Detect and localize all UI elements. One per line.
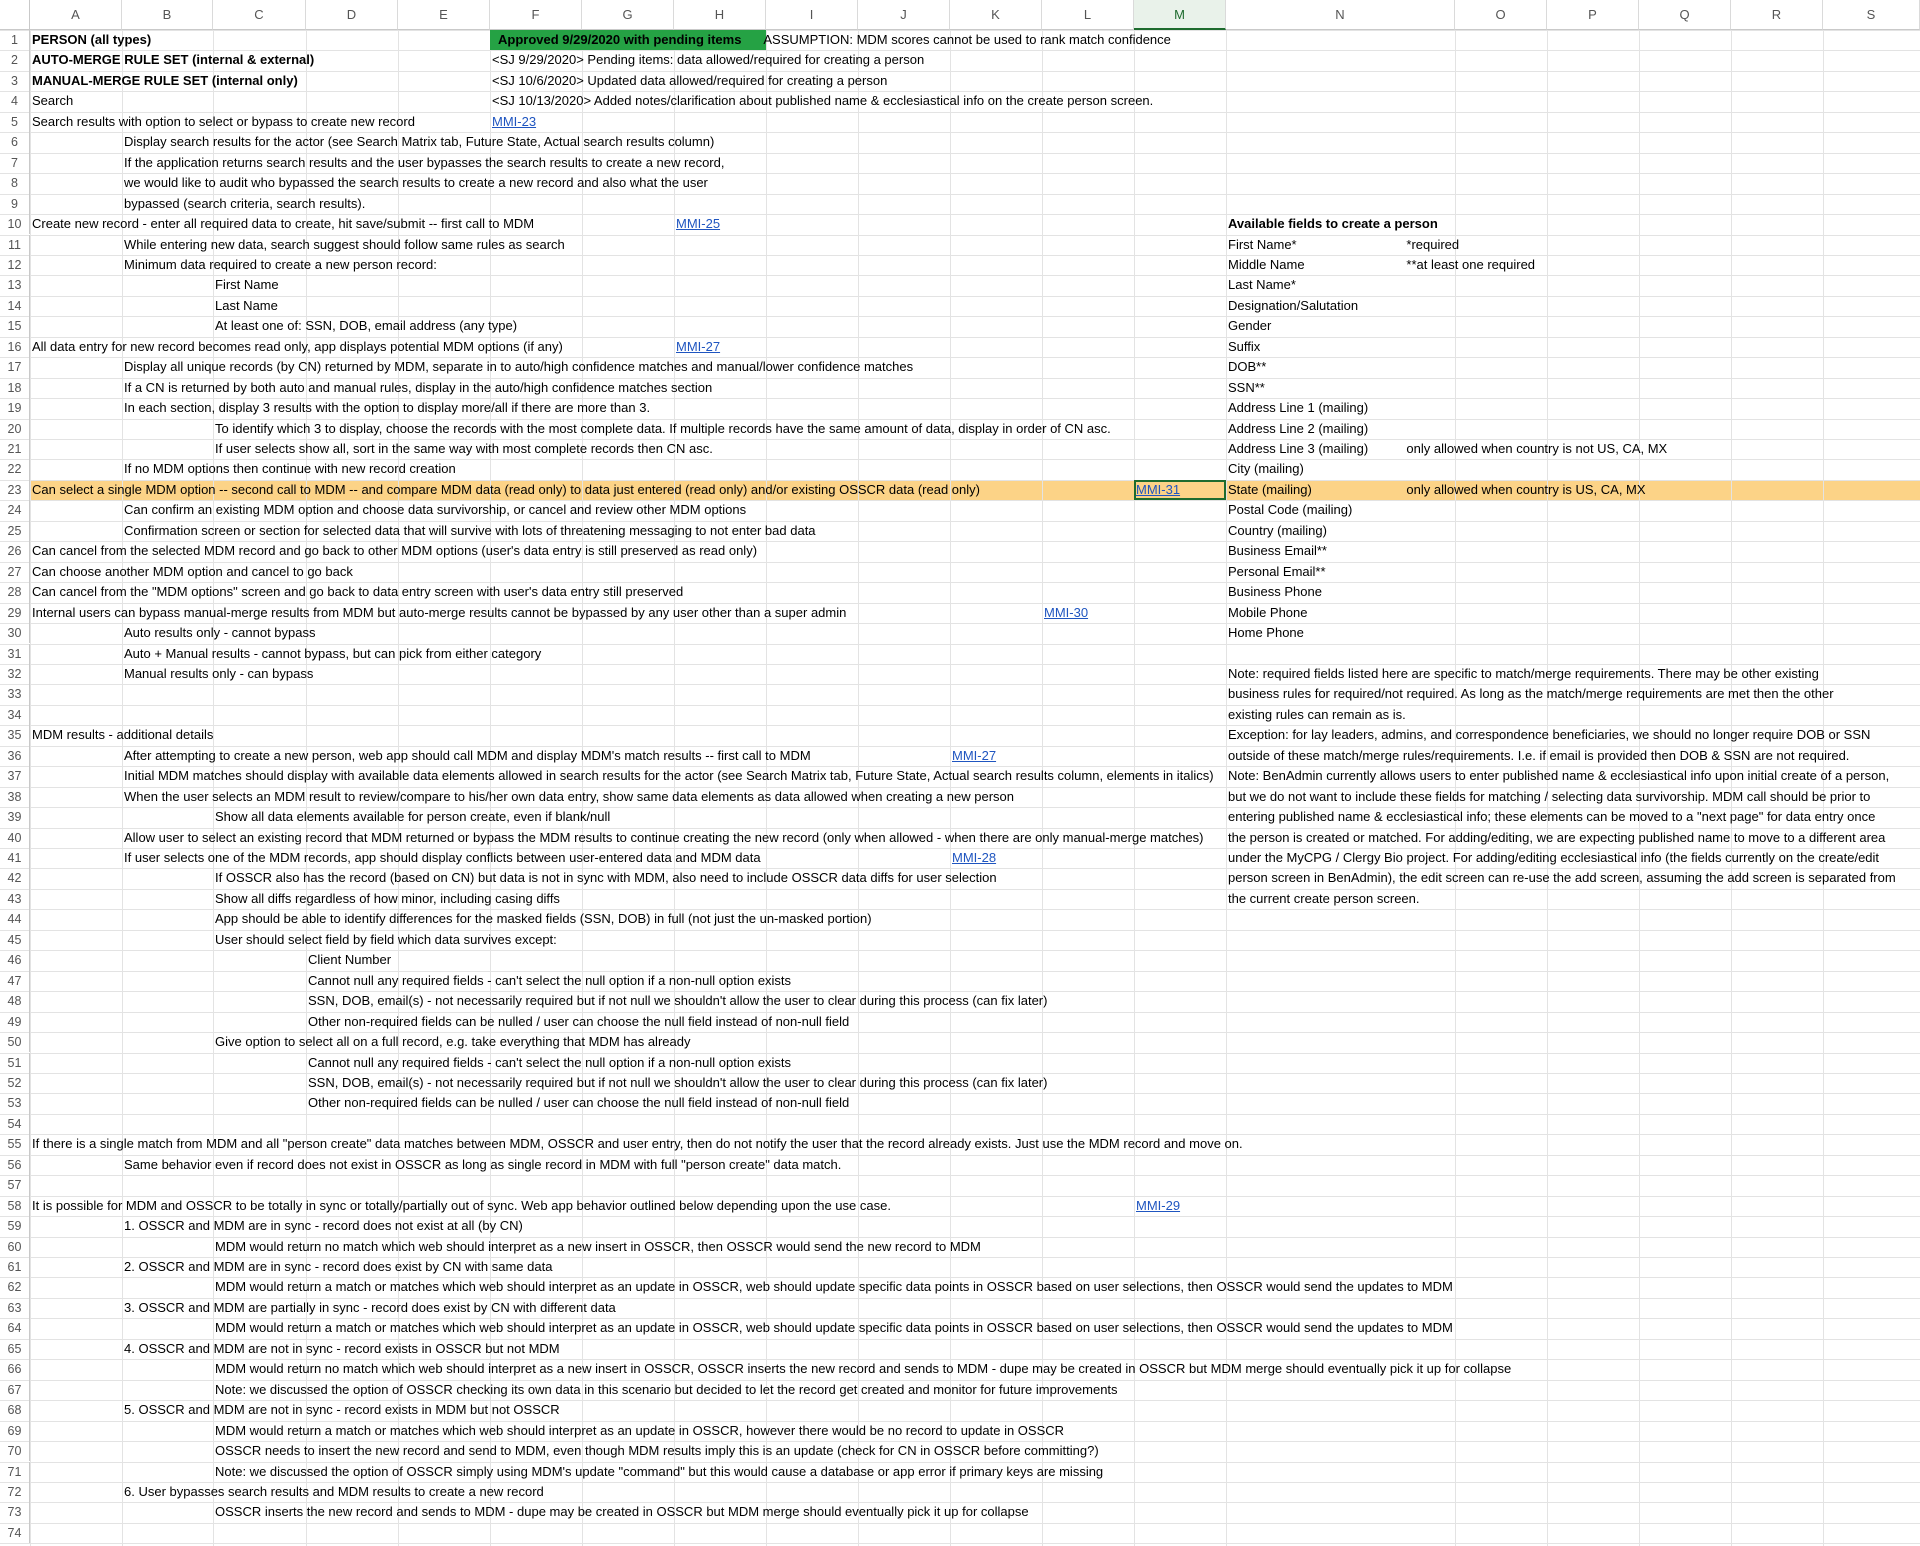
cell-text: Create new record - enter all required data to create, hit save/submit -- first call to MDM <box>32 216 535 232</box>
row-header[interactable]: 16 <box>0 337 30 357</box>
row-gridline <box>0 971 1920 972</box>
row-header[interactable]: 32 <box>0 664 30 684</box>
row-header[interactable]: 12 <box>0 255 30 275</box>
row-gridline <box>0 275 1920 276</box>
cell-text: Note: we discussed the option of OSSCR checking its own data in this scenario but decided to let the record get created and monitor for future improvements <box>215 1381 1118 1397</box>
cell-text: OSSCR inserts the new record and sends to MDM - dupe may be created in OSSCR but MDM merge should eventually pick it up for collapse <box>215 1504 1029 1520</box>
row-header[interactable]: 22 <box>0 459 30 479</box>
cell-text: Address Line 2 (mailing) <box>1228 420 1369 436</box>
cell-text: MDM would return no match which web should interpret as a new insert in OSSCR, OSSCR inserts the new record and sends to MDM - dupe may be created in OSSCR but MDM merge should eventually pick it up for collapse <box>215 1361 1512 1377</box>
cell-text: entering published name & ecclesiastical info; these elements can be moved to a "next page" for data entry once <box>1228 809 1876 825</box>
column-header-k[interactable]: K <box>950 0 1042 30</box>
cell-text: Cannot null any required fields - can't select the null option if a non-null option exists <box>308 972 792 988</box>
row-header[interactable]: 13 <box>0 275 30 295</box>
ticket-link[interactable]: MMI-27 <box>676 338 721 354</box>
cell-text: All data entry for new record becomes read only, app displays potential MDM options (if any) <box>32 338 563 354</box>
row-header[interactable]: 58 <box>0 1196 30 1216</box>
cell-text: Personal Email** <box>1228 563 1326 579</box>
cell-text: Other non-required fields can be nulled / user can choose the null field instead of non-null field <box>308 1013 850 1029</box>
row-gridline <box>0 950 1920 951</box>
row-gridline <box>0 296 1920 297</box>
row-header[interactable]: 21 <box>0 439 30 459</box>
row-gridline <box>0 1543 1920 1544</box>
row-header[interactable]: 31 <box>0 644 30 664</box>
row-header[interactable]: 69 <box>0 1421 30 1441</box>
column-header-o[interactable]: O <box>1455 0 1547 30</box>
ticket-link[interactable]: MMI-28 <box>952 850 997 865</box>
cell-text: Other non-required fields can be nulled / user can choose the null field instead of non-null field <box>308 1095 850 1111</box>
row-header[interactable]: 73 <box>0 1502 30 1522</box>
row-header[interactable]: 61 <box>0 1257 30 1277</box>
row-header[interactable]: 8 <box>0 173 30 193</box>
cell-text: Exception: for lay leaders, admins, and correspondence beneficiaries, we should no longer require DOB or SSN <box>1228 727 1871 743</box>
cell-text: Cannot null any required fields - can't select the null option if a non-null option exists <box>308 1054 792 1070</box>
cell-text: Minimum data required to create a new person record: <box>124 256 437 272</box>
row-header[interactable]: 70 <box>0 1441 30 1461</box>
ticket-link[interactable]: MMI-23 <box>492 113 537 129</box>
row-header[interactable]: 4 <box>0 91 30 111</box>
cell-text: Available fields to create a person <box>1228 216 1438 232</box>
cell-text: SSN, DOB, email(s) - not necessarily required but if not null we shouldn't allow the user to clear during this process (can fix later) <box>308 1074 1048 1090</box>
cell-text: When the user selects an MDM result to review/compare to his/her own data entry, show same data elements as data allowed when creating a new person <box>124 788 1014 804</box>
row-header[interactable]: 65 <box>0 1339 30 1359</box>
row-header[interactable]: 26 <box>0 541 30 561</box>
cell-text: 5. OSSCR and MDM are not in sync - record exists in MDM but not OSSCR <box>124 1402 560 1418</box>
row-header[interactable]: 57 <box>0 1175 30 1195</box>
cell-text: Can confirm an existing MDM option and choose data survivorship, or cancel and review other MDM options <box>124 502 747 518</box>
cell-text: If user selects show all, sort in the same way with most complete records then CN asc. <box>215 441 713 456</box>
cell-text: In each section, display 3 results with the option to display more/all if there are more than 3. <box>124 400 651 416</box>
row-header[interactable]: 28 <box>0 582 30 602</box>
cell-text: Designation/Salutation <box>1228 297 1359 313</box>
row-header[interactable]: 55 <box>0 1134 30 1154</box>
cell-text: While entering new data, search suggest should follow same rules as search <box>124 236 565 252</box>
row-header[interactable]: 38 <box>0 787 30 807</box>
cell-text: Can cancel from the selected MDM record and go back to other MDM options (user's data entry is still preserved as read only) <box>32 543 758 559</box>
cell-text: SSN** <box>1228 379 1265 395</box>
row-gridline <box>0 1523 1920 1524</box>
row-header[interactable]: 54 <box>0 1114 30 1134</box>
cell-text: Client Number <box>308 952 392 968</box>
cell-text: Can select a single MDM option -- second call to MDM -- and compare MDM data (read only) to data just entered (read only) and/or existing OSSCR data (read only) <box>32 481 980 497</box>
cell-text: MANUAL-MERGE RULE SET (internal only) <box>32 72 298 88</box>
cell-text: Auto + Manual results - cannot bypass, but can pick from either category <box>124 645 542 661</box>
cell-text: Manual results only - can bypass <box>124 665 314 681</box>
cell-text: MDM would return no match which web should interpret as a new insert in OSSCR, then OSSCR would send the new record to MDM <box>215 1238 981 1254</box>
column-header-h[interactable]: H <box>674 0 766 30</box>
row-gridline <box>0 1175 1920 1176</box>
cell-text: 6. User bypasses search results and MDM results to create a new record <box>124 1483 544 1499</box>
cell-text: person screen in BenAdmin), the edit screen can re-use the add screen, assuming the add screen is separated from <box>1228 870 1896 886</box>
cell-text: SSN, DOB, email(s) - not necessarily required but if not null we shouldn't allow the user to clear during this process (can fix later) <box>308 993 1048 1009</box>
row-header[interactable]: 72 <box>0 1482 30 1502</box>
row-header[interactable]: 11 <box>0 235 30 255</box>
row-header[interactable]: 60 <box>0 1237 30 1257</box>
row-header[interactable]: 5 <box>0 112 30 132</box>
cell-text: <SJ 10/13/2020> Added notes/clarification about published name & ecclesiastical info on the create person screen. <box>492 93 1154 109</box>
row-header[interactable]: 46 <box>0 950 30 970</box>
ticket-link[interactable]: MMI-31 <box>1136 481 1181 497</box>
cell-text: It is possible for MDM and OSSCR to be totally in sync or totally/partially out of sync. Web app behavior outlined below depending upon the use case. <box>32 1197 891 1213</box>
cell-text: MDM would return a match or matches which web should interpret as an update in OSSCR, however there would be no record to update in OSSCR <box>215 1422 1065 1438</box>
select-all-corner[interactable] <box>0 0 30 30</box>
row-gridline <box>0 1093 1920 1094</box>
column-header-j[interactable]: J <box>858 0 950 30</box>
row-header[interactable]: 62 <box>0 1277 30 1297</box>
cell-text: the current create person screen. <box>1228 890 1420 906</box>
column-header-p[interactable]: P <box>1547 0 1639 30</box>
row-header[interactable]: 44 <box>0 909 30 929</box>
row-header[interactable]: 53 <box>0 1093 30 1113</box>
cell-text: bypassed (search criteria, search results). <box>124 195 366 211</box>
cell-text: User should select field by field which data survives except: <box>215 931 557 947</box>
cell-text: If OSSCR also has the record (based on CN) but data is not in sync with MDM, also need to include OSSCR data diffs for user selection <box>215 870 997 886</box>
cell-text: Show all diffs regardless of how minor, including casing diffs <box>215 890 560 906</box>
cell-text: If there is a single match from MDM and all "person create" data matches between MDM, OSSCR and user entry, then do not notify the user that the record already exists. Just use the MDM record and move on. <box>32 1136 1243 1152</box>
cell-text: Search results with option to select or bypass to create new record <box>32 113 415 129</box>
row-header[interactable]: 59 <box>0 1216 30 1236</box>
ticket-link[interactable]: MMI-29 <box>1136 1197 1181 1213</box>
cell-text: Mobile Phone <box>1228 604 1308 620</box>
column-header-m[interactable]: M <box>1134 0 1226 30</box>
row-gridline <box>0 705 1920 706</box>
row-header[interactable]: 2 <box>0 50 30 70</box>
row-header[interactable]: 45 <box>0 930 30 950</box>
row-header[interactable]: 15 <box>0 316 30 336</box>
cell-text: MDM would return a match or matches which web should interpret as an update in OSSCR, web should update specific data points in OSSCR based on user selections, then OSSCR would send the updates to MDM <box>215 1320 1453 1336</box>
row-header[interactable]: 25 <box>0 521 30 541</box>
row-header[interactable]: 47 <box>0 971 30 991</box>
row-header[interactable]: 74 <box>0 1523 30 1543</box>
column-header-e[interactable]: E <box>398 0 490 30</box>
column-header-q[interactable]: Q <box>1639 0 1731 30</box>
cell-text: Can cancel from the "MDM options" screen and go back to data entry screen with user's data entry still preserved <box>32 584 684 600</box>
row-gridline <box>0 1114 1920 1115</box>
row-header[interactable]: 24 <box>0 500 30 520</box>
row-header[interactable]: 71 <box>0 1462 30 1482</box>
cell-text: Last Name <box>215 297 278 313</box>
ticket-link[interactable]: MMI-25 <box>676 216 721 232</box>
cell-text: but we do not want to include these fields for matching / selecting data survivorship. MDM call should be prior to <box>1228 788 1871 804</box>
cell-text: Same behavior even if record does not exist in OSSCR as long as single record in MDM with full "person create" data match. <box>124 1156 842 1172</box>
row-header[interactable]: 49 <box>0 1012 30 1032</box>
row-header[interactable]: 52 <box>0 1073 30 1093</box>
cell-text: Gender <box>1228 318 1272 334</box>
row-header[interactable]: 64 <box>0 1318 30 1338</box>
cell-text: the person is created or matched. For adding/editing, we are expecting published name to move to a different area <box>1228 829 1886 845</box>
cell-text: If the application returns search results and the user bypasses the search results to create a new record, <box>124 154 725 170</box>
cell-text: Confirmation screen or section for selected data that will survive with lots of threatening messaging to not enter bad data <box>124 522 816 538</box>
row-header[interactable]: 18 <box>0 378 30 398</box>
cell-text: Auto results only - cannot bypass <box>124 625 316 641</box>
column-header-i[interactable]: I <box>766 0 858 30</box>
row-header[interactable]: 67 <box>0 1380 30 1400</box>
row-header[interactable]: 51 <box>0 1053 30 1073</box>
cell-text: 2. OSSCR and MDM are in sync - record does exist by CN with same data <box>124 1259 553 1274</box>
column-header-s[interactable]: S <box>1823 0 1920 30</box>
row-header[interactable]: 17 <box>0 357 30 377</box>
cell-text: Display all unique records (by CN) returned by MDM, separate in to auto/high confidence matches and manual/lower confidence matches <box>124 359 914 375</box>
column-header-g[interactable]: G <box>582 0 674 30</box>
cell-text: State (mailing) <box>1228 481 1312 497</box>
column-header-d[interactable]: D <box>306 0 398 30</box>
cell-text: If no MDM options then continue with new record creation <box>124 461 456 477</box>
selected-cell-outline[interactable] <box>1134 480 1226 500</box>
ticket-link[interactable]: MMI-27 <box>952 747 997 763</box>
cell-text: Give option to select all on a full record, e.g. take everything that MDM has already <box>215 1034 691 1050</box>
cell-text: MDM results - additional details <box>32 727 214 743</box>
row-header[interactable]: 43 <box>0 889 30 909</box>
row-header[interactable]: 7 <box>0 153 30 173</box>
row-header[interactable]: 39 <box>0 807 30 827</box>
cell-text: Business Email** <box>1228 543 1327 559</box>
column-header-f[interactable]: F <box>490 0 582 30</box>
cell-text: Note: we discussed the option of OSSCR simply using MDM's update "command" but this would cause a database or app error if primary keys are missing <box>215 1463 1104 1479</box>
cell-text: only allowed when country is not US, CA, MX <box>1406 441 1668 456</box>
cell-text: 1. OSSCR and MDM are in sync - record does not exist at all (by CN) <box>124 1218 523 1234</box>
row-header[interactable]: 29 <box>0 603 30 623</box>
row-header[interactable]: 27 <box>0 562 30 582</box>
cell-text: Note: BenAdmin currently allows users to enter published name & ecclesiastical info upon initial create of a person, <box>1228 768 1890 784</box>
cell-text: AUTO-MERGE RULE SET (internal & external) <box>32 52 315 68</box>
column-gridline <box>30 30 31 1546</box>
cell-text: First Name <box>215 277 279 293</box>
row-header[interactable]: 42 <box>0 868 30 888</box>
column-header-a[interactable]: A <box>30 0 122 30</box>
cell-text: Postal Code (mailing) <box>1228 502 1353 518</box>
row-header[interactable]: 41 <box>0 848 30 868</box>
cell-text: Search <box>32 93 74 109</box>
cell-text: Show all data elements available for person create, even if blank/null <box>215 809 611 825</box>
row-header[interactable]: 35 <box>0 725 30 745</box>
row-header[interactable]: 33 <box>0 684 30 704</box>
cell-text: App should be able to identify differences for the masked fields (SSN, DOB) in full (not just the un-masked portion) <box>215 911 872 927</box>
row-header[interactable]: 19 <box>0 398 30 418</box>
row-header[interactable]: 20 <box>0 419 30 439</box>
row-header[interactable]: 10 <box>0 214 30 234</box>
cell-text: <SJ 9/29/2020> Pending items: data allowed/required for creating a person <box>492 52 925 68</box>
cell-text: Country (mailing) <box>1228 522 1327 538</box>
cell-text: *required <box>1406 236 1460 252</box>
row-header[interactable]: 48 <box>0 991 30 1011</box>
cell-text: PERSON (all types) <box>32 32 152 47</box>
cell-text: Business Phone <box>1228 584 1322 600</box>
column-header-n[interactable]: N <box>1226 0 1455 30</box>
cell-text: <SJ 10/6/2020> Updated data allowed/required for creating a person <box>492 72 888 88</box>
cell-text: City (mailing) <box>1228 461 1304 477</box>
row-header[interactable]: 66 <box>0 1359 30 1379</box>
cell-text: At least one of: SSN, DOB, email address (any type) <box>215 318 518 334</box>
cell-text: Display search results for the actor (see Search Matrix tab, Future State, Actual search results column) <box>124 134 715 150</box>
row-header[interactable]: 6 <box>0 132 30 152</box>
cell-text: Suffix <box>1228 338 1261 354</box>
cell-text: we would like to audit who bypassed the search results to create a new record and also what the user <box>124 175 708 191</box>
row-header[interactable]: 9 <box>0 194 30 214</box>
cell-text: DOB** <box>1228 359 1267 375</box>
row-header[interactable]: 3 <box>0 71 30 91</box>
row-header[interactable]: 63 <box>0 1298 30 1318</box>
cell-text: Internal users can bypass manual-merge results from MDM but auto-merge results cannot be bypassed by any user other than a super admin <box>32 604 847 620</box>
column-header-r[interactable]: R <box>1731 0 1823 30</box>
cell-text: existing rules can remain as is. <box>1228 706 1406 722</box>
cell-text: Last Name* <box>1228 277 1296 293</box>
cell-text: outside of these match/merge rules/requirements. I.e. if email is provided then DOB & SSN are not required. <box>1228 747 1850 763</box>
column-header-b[interactable]: B <box>122 0 213 30</box>
cell-text: Initial MDM matches should display with available data elements allowed in search results for the actor (see Search Matrix tab, Future State, Actual search results column, elements in italics) <box>124 768 1214 784</box>
column-header-c[interactable]: C <box>213 0 306 30</box>
cell-text: Approved 9/29/2020 with pending items <box>490 30 766 50</box>
row-header[interactable]: 30 <box>0 623 30 643</box>
cell-text: Middle Name <box>1228 256 1305 272</box>
cell-text: Home Phone <box>1228 625 1304 641</box>
cell-text: Note: required fields listed here are specific to match/merge requirements. There may be other existing <box>1228 665 1819 681</box>
cell-text: To identify which 3 to display, choose the records with the most complete data. If multiple records have the same amount of data, display in order of CN asc. <box>215 420 1111 436</box>
cell-text: MDM would return a match or matches which web should interpret as an update in OSSCR, web should update specific data points in OSSCR based on user selections, then OSSCR would send the updates to MDM <box>215 1279 1453 1295</box>
row-header[interactable]: 1 <box>0 30 30 50</box>
cell-text: OSSCR needs to insert the new record and send to MDM, even though MDM results imply this is an update (check for CN in OSSCR before committing?) <box>215 1443 1099 1459</box>
cell-text: If a CN is returned by both auto and manual rules, display in the auto/high confidence matches section <box>124 379 713 395</box>
row-header[interactable]: 23 <box>0 480 30 500</box>
cell-text: Address Line 1 (mailing) <box>1228 400 1369 416</box>
cell-text: If user selects one of the MDM records, app should display conflicts between user-entered data and MDM data <box>124 850 761 865</box>
cell-text: business rules for required/not required. As long as the match/merge requirements are met then the other <box>1228 686 1834 702</box>
row-header[interactable]: 50 <box>0 1032 30 1052</box>
row-header[interactable]: 40 <box>0 828 30 848</box>
column-header-l[interactable]: L <box>1042 0 1134 30</box>
cell-text: Allow user to select an existing record that MDM returned or bypass the MDM results to continue creating the new record (only when allowed - when there are only manual-merge matches) <box>124 829 1204 845</box>
cell-text: First Name* <box>1228 236 1297 252</box>
row-gridline <box>0 1012 1920 1013</box>
cell-text: under the MyCPG / Clergy Bio project. For adding/editing ecclesiastical info (the fields currently on the create/edit <box>1228 850 1880 865</box>
ticket-link[interactable]: MMI-30 <box>1044 604 1089 620</box>
row-header[interactable]: 56 <box>0 1155 30 1175</box>
row-header[interactable]: 37 <box>0 766 30 786</box>
cell-text: only allowed when country is US, CA, MX <box>1406 481 1646 497</box>
row-header[interactable]: 36 <box>0 746 30 766</box>
row-header[interactable]: 14 <box>0 296 30 316</box>
row-header[interactable]: 34 <box>0 705 30 725</box>
row-header[interactable]: 68 <box>0 1400 30 1420</box>
cell-text: After attempting to create a new person, web app should call MDM and display MDM's match results -- first call to MDM <box>124 747 811 763</box>
cell-text: ASSUMPTION: MDM scores cannot be used to rank match confidence <box>763 32 1171 47</box>
cell-text: **at least one required <box>1406 256 1536 272</box>
cell-text: 4. OSSCR and MDM are not in sync - record exists in OSSCR but not MDM <box>124 1340 560 1356</box>
cell-text: Can choose another MDM option and cancel to go back <box>32 563 353 579</box>
row-gridline <box>0 1053 1920 1054</box>
cell-text: 3. OSSCR and MDM are partially in sync - record does exist by CN with different data <box>124 1299 616 1315</box>
cell-text: Address Line 3 (mailing) <box>1228 441 1369 456</box>
